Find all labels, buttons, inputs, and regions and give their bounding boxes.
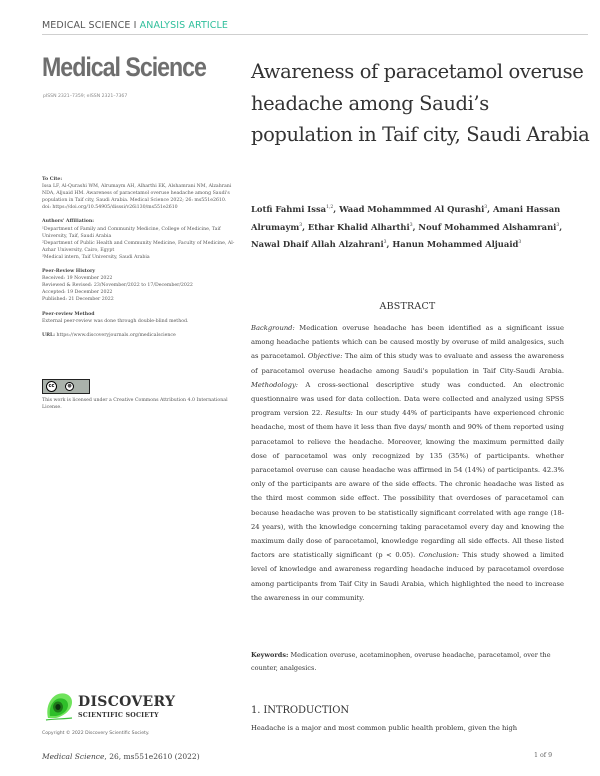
author-list	[251, 200, 586, 253]
to-cite-text: Issa LF, Al-Qurashi WM, Alrumaym AH, Alharthi EK, Alshamrani NM, Alzahrani NDA, Aljuaid HM. Awareness of paracetamol overuse headache among Saudi's population in Taif city, Saudi Arabia. Medical Science 2022; 26: ms551e2610.	[42, 184, 232, 204]
methodology-label: Methodology:	[251, 380, 299, 389]
peer-review-method-section	[42, 311, 238, 325]
to-cite-section	[42, 176, 238, 211]
header-article-type: ANALYSIS ARTICLE	[139, 20, 229, 31]
history-item: Reviewed & Revised: 23/November/2022 to 17/December/2022	[42, 283, 193, 289]
author: Nawal Dhaif Allah Alzahrani$^3$,	[251, 239, 393, 250]
peer-review-history-title: Peer-Review History	[42, 269, 96, 275]
objective-label: Objective:	[307, 352, 343, 361]
history-item: Published: 21 December 2022	[42, 297, 114, 303]
footer-citation-rest: , 26, ms551e2610 (2022)	[104, 752, 200, 761]
objective-text: The aim of this study was to evaluate and assess the awareness of paracetamol overuse headache among Saudi's population in Taif City-Saudi Arabia.	[251, 352, 564, 375]
doi-link[interactable]: doi: https://doi.org/10.54905/disssi/v26i130/ms551e2610	[42, 205, 178, 211]
url-link[interactable]: https://www.discoveryjournals.org/medicalscience	[56, 332, 176, 338]
abstract-body	[251, 321, 564, 605]
author: Nouf Mohammed Alshamrani$^3$,	[418, 221, 563, 232]
conclusion-label: Conclusion:	[418, 551, 459, 560]
author: Ethar Khalid Alharthi$^3$,	[307, 221, 419, 232]
affiliation-item: ²Department of Public Health and Community Medicine, Faculty of Medicine, Al-Azhar University, Cairo, Egypt	[42, 240, 235, 253]
to-cite-title: To Cite:	[42, 177, 63, 182]
author: Hanun Mohammed Aljuaid$^3$	[392, 239, 522, 250]
affiliation-item: ³Medical intern, Taif University, Saudi Arabia	[42, 254, 150, 260]
copyright: Copyright © 2022 Discovery Scientific Society.	[42, 731, 150, 736]
peer-review-method-text: External peer-review was done through double-blind method.	[42, 318, 189, 324]
affiliation-item: ¹Department of Family and Community Medicine, College of Medicine, Taif University, Taif, Saudi Arabia	[42, 226, 221, 239]
sidebar	[42, 176, 238, 411]
header-section: MEDICAL SCIENCE	[42, 20, 131, 31]
cc-license-badge[interactable]	[42, 379, 90, 394]
page-number: 1 of 9	[534, 752, 553, 759]
cc-icon: cc	[46, 381, 57, 392]
introduction-heading: 1. INTRODUCTION	[251, 705, 349, 716]
results-label: Results:	[325, 409, 353, 418]
keywords	[251, 649, 571, 675]
peer-review-method-title: Peer-review Method	[42, 311, 95, 317]
introduction-first-line: Headache is a major and most common public health problem, given the high	[251, 724, 518, 732]
running-header	[42, 20, 588, 35]
abstract-heading: ABSTRACT	[379, 301, 436, 312]
journal-logo: Medical Science	[42, 52, 206, 82]
url-section	[42, 332, 238, 339]
author: Amani Hassan Alrumaym$^3$,	[251, 204, 561, 232]
url-label: URL:	[42, 332, 56, 338]
attribution-person-icon: ●	[65, 382, 74, 391]
keywords-label: Keywords:	[251, 651, 289, 659]
author: Waad Mohammmed Al Qurashi$^3$,	[339, 204, 493, 214]
keywords-text: Medication overuse, acetaminophen, overuse headache, paracetamol, over the counter, analgesics.	[251, 651, 551, 672]
history-item: Received: 19 November 2022	[42, 276, 113, 282]
society-name: DISCOVERY	[78, 694, 176, 710]
methodology-text: A cross-sectional descriptive study was conducted. An electronic questionnaire was used for data collection. Data were collected and analyzed using SPSS program version 22.	[251, 380, 564, 418]
results-text: In our study 44% of participants have experienced chronic headache, most of them have it less than five days/ month and 90% of them reported using paracetamol to relieve the headache. Moreover, knowing the maximum permitted daily dose of paracetamol was only recognized by 135 (35%) of participants. whether paracetamol overuse can cause headache was affirmed in 54 (14%) of participants. 42.3% only of the participants are aware of the side effects. The chronic headache was listed as the third most common side effect. The possibility that overdoses of paracetamol can because headache was proven to be statistically significant correlated with age range (18-24 years), with the knowledge concerning taking paracetamol every day and knowing the maximum daily dose of paracetamol, knowledge regarding all side effects. All these listed factors are statistically significant (p < 0.05).	[251, 409, 565, 560]
peacock-feather-icon	[42, 690, 76, 722]
footer-citation	[42, 752, 200, 761]
header-separator: I	[130, 20, 140, 31]
issn: pISSN 2321–7359; eISSN 2321–7367	[43, 94, 128, 99]
license-text: This work is licensed under a Creative Commons Attribution 4.0 International License.	[42, 397, 228, 410]
footer-journal: Medical Science	[42, 752, 105, 761]
affiliation-section	[42, 218, 238, 261]
society-subtitle: SCIENTIFIC SOCIETY	[78, 712, 159, 719]
affiliation-title: Authors' Affiliation:	[42, 219, 94, 225]
article-title: Awareness of paracetamol overuse headache among Saudi’s population in Taif city, Saudi Arabia	[251, 60, 590, 146]
author: Lotfi Fahmi Issa$^{1,2}$,	[251, 204, 340, 214]
history-item: Accepted: 19 December 2022	[42, 290, 113, 296]
background-text: Medication overuse headache has been identified as a significant issue among headache patients which can be caused mostly by overuse of mild analgesics, such as paracetamol.	[251, 324, 564, 361]
conclusion-text: This study showed a limited level of knowledge and awareness regarding headache induced by paracetamol overdose among participants from Taif City in Saudi Arabia, which highlighted the need to increase the awareness in our community.	[251, 551, 564, 602]
discovery-society-logo	[42, 690, 222, 730]
peer-review-history-section	[42, 268, 238, 303]
background-label: Background:	[251, 324, 295, 332]
